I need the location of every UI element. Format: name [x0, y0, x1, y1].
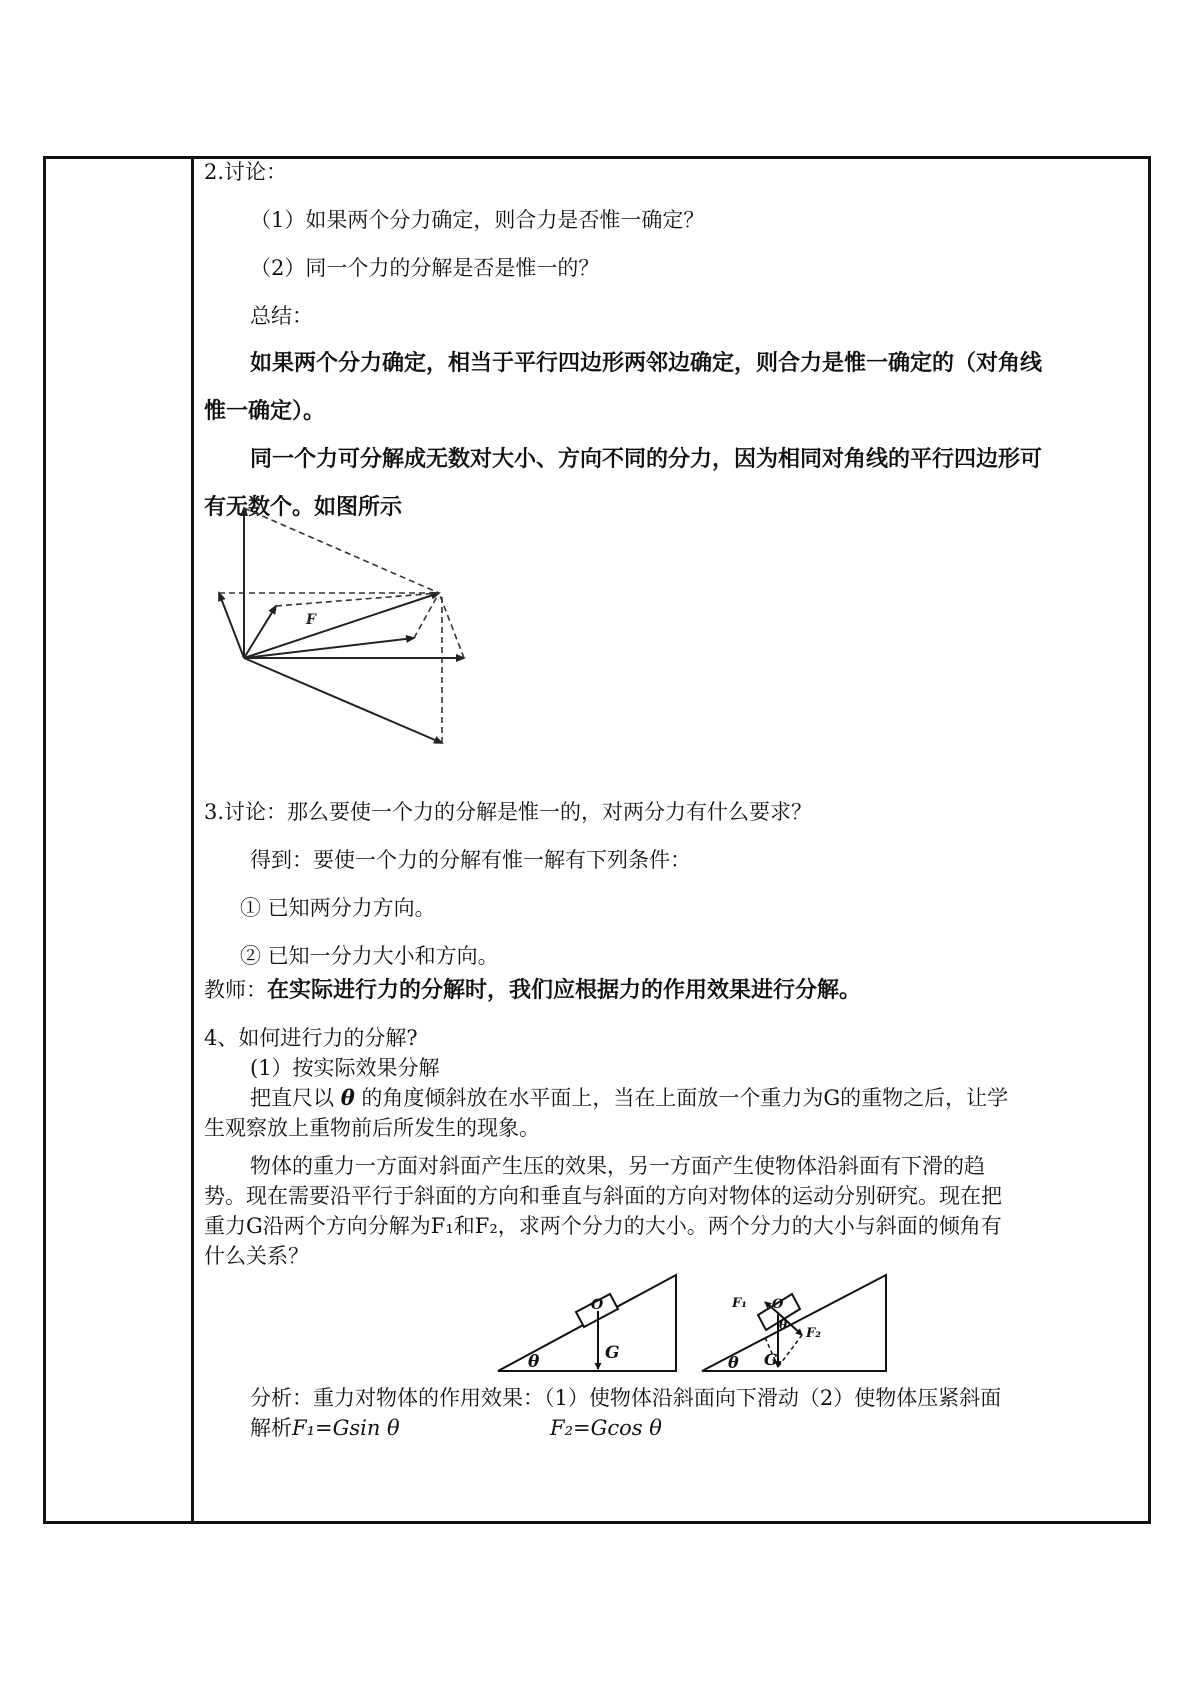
svg-text:G: G — [605, 1343, 620, 1363]
incline-figure-left — [494, 1271, 680, 1376]
summary1-line2: 惟一确定）。 — [204, 399, 326, 424]
section4-sub1: (1）按实际效果分解 — [250, 1056, 440, 1080]
vector-short — [244, 606, 276, 658]
vector-down — [244, 658, 442, 743]
analysis-line1: 分析：重力对物体的作用效果：（1）使物体沿斜面向下滑动（2）使物体压紧斜面 — [250, 1386, 1002, 1410]
svg-text:θ: θ — [528, 1352, 540, 1372]
section4-p2-line3: 重力G沿两个方向分解为F₁和F₂，求两个分力的大小。两个分力的大小与斜面的倾角有 — [204, 1214, 1002, 1238]
vector-F — [244, 593, 439, 658]
summary2-line2: 有无数个。如图所示 — [204, 495, 403, 520]
section4-p2-line2: 势。现在需要沿平行于斜面的方向和垂直与斜面的方向对物体的运动分别研究。现在把 — [204, 1184, 1002, 1208]
teacher-prefix: 教师： — [204, 978, 267, 1002]
section4-p2-line4: 什么关系？ — [204, 1244, 309, 1268]
summary-label: 总结： — [250, 304, 313, 328]
question-2: （2）同一个力的分解是否是惟一的？ — [250, 256, 600, 280]
condition-1: ① 已知两分力方向。 — [240, 896, 436, 920]
discussion3-result: 得到：要使一个力的分解有惟一解有下列条件： — [250, 848, 691, 872]
vector-left — [219, 593, 244, 658]
label-F: F — [306, 612, 316, 628]
condition-2: ② 已知一分力大小和方向。 — [240, 944, 499, 968]
discussion3-heading: 3.讨论：那么要使一个力的分解是惟一的，对两分力有什么要求？ — [204, 800, 813, 824]
svg-text:F₁: F₁ — [732, 1296, 747, 1311]
teacher-text: 在实际进行力的分解时，我们应根据力的作用效果进行分解。 — [267, 978, 862, 1003]
section4-heading: 4、如何进行力的分解? — [204, 1026, 418, 1050]
vector-mid — [244, 638, 414, 658]
incline-figure-right — [698, 1271, 890, 1376]
section4-p1-line1: 把直尺以 θ 的角度倾斜放在水平面上，当在上面放一个重力为G的重物之后，让学 — [250, 1085, 1009, 1110]
svg-text:O: O — [591, 1297, 604, 1313]
svg-text:θ: θ — [728, 1353, 739, 1372]
section4-p2-line1: 物体的重力一方面对斜面产生压的效果，另一方面产生使物体沿斜面有下滑的趋 — [250, 1154, 985, 1178]
discussion2-heading: 2.讨论： — [204, 160, 288, 184]
column-divider — [191, 156, 194, 1524]
svg-text:F₂: F₂ — [806, 1326, 821, 1341]
question-1: （1）如果两个分力确定，则合力是否惟一确定？ — [250, 208, 705, 232]
svg-text:O: O — [772, 1297, 784, 1312]
summary1-line1: 如果两个分力确定，相当于平行四边形两邻边确定，则合力是惟一确定的（对角线 — [250, 351, 1043, 376]
analysis-line2: 解析F₁=Gsin θ — [250, 1416, 400, 1440]
svg-text:G: G — [764, 1350, 778, 1369]
summary2-line1: 同一个力可分解成无数对大小、方向不同的分力，因为相同对角线的平行四边形可 — [250, 447, 1043, 472]
formula-f2: F₂=Gcos θ — [550, 1416, 662, 1440]
force-decomposition-figure — [214, 498, 474, 758]
section4-p1-line2: 生观察放上重物前后所发生的现象。 — [204, 1116, 540, 1140]
svg-text:θ: θ — [779, 1318, 788, 1332]
formula-f1: F₁=Gsin θ — [292, 1416, 400, 1440]
teacher-line — [204, 976, 861, 1005]
